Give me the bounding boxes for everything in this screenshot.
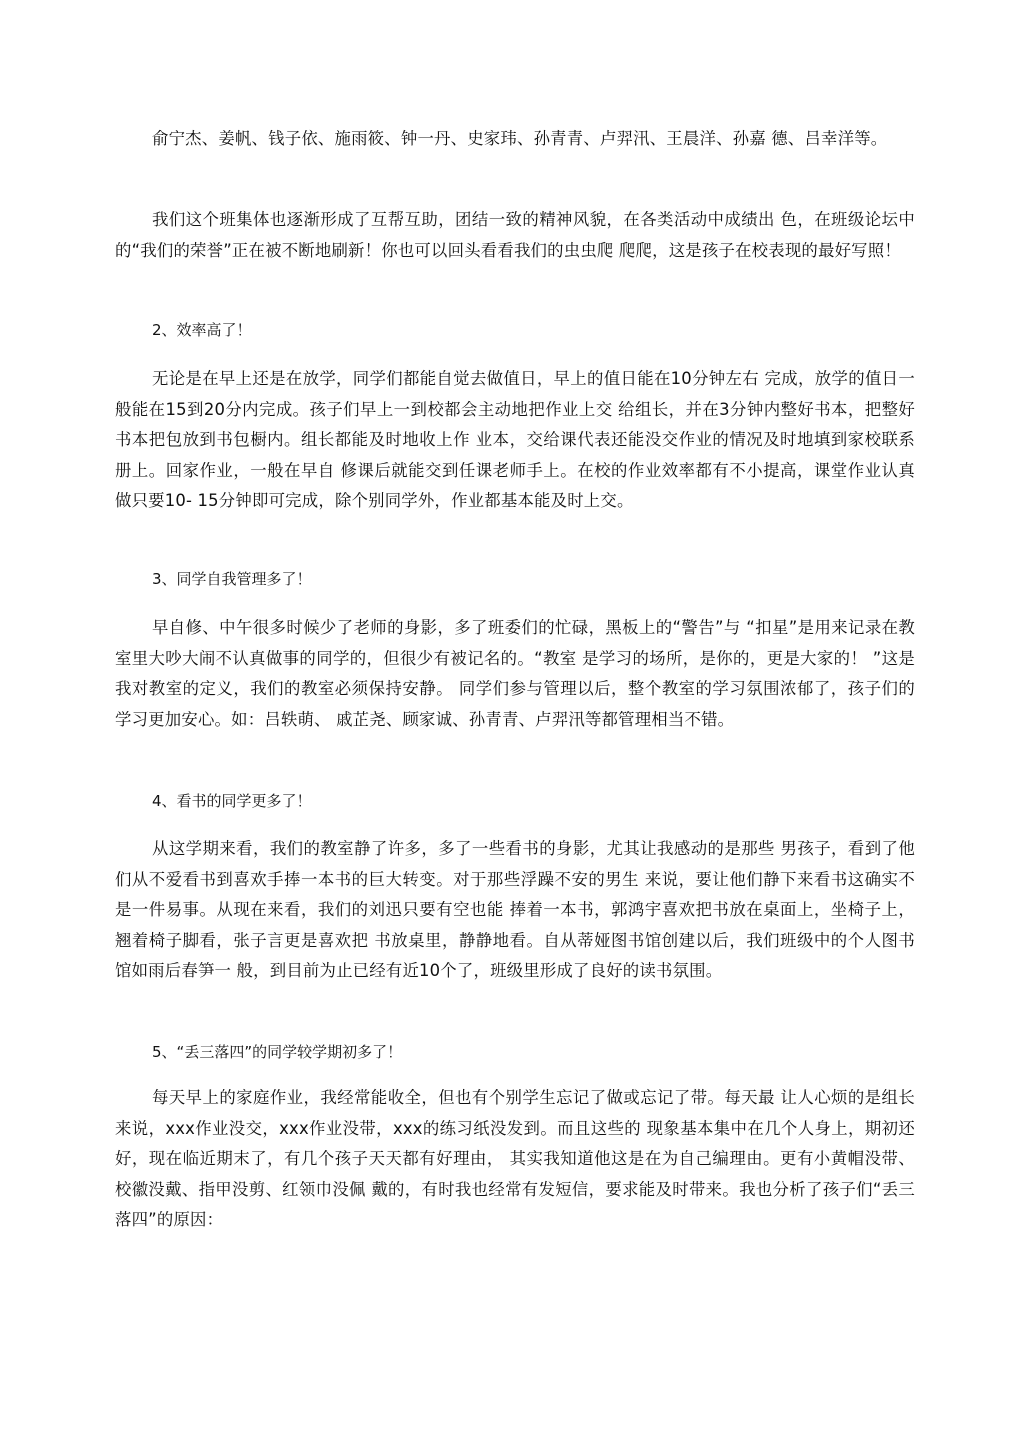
paragraph-self-management: 早自修、中午很多时候少了老师的身影，多了班委们的忙碌，黑板上的“警告”与 “扣星”是用来记录在教室里大吵大闹不认真做事的同学的，但很少有被记名的。“教室 是学习的场所，是你的，更是大家的！ ”这是我对教室的定义，我们的教室必须保持安静。 同学们参与管理以后，整个教室的学习氛围浓郁了，孩子们的学习更加安心。如：吕轶萌、 戚芷尧、顾家诚、孙青青、卢羿汛等都管理相当不错。 [115,618,915,729]
paragraph-efficiency: 无论是在早上还是在放学，同学们都能自觉去做值日，早上的值日能在10分钟左右 完成，放学的值日一般能在15到20分内完成。孩子们早上一到校都会主动地把作业上交 给组长，并在3分钟内整好书本，把整好书本把包放到书包橱内。组长都能及时地收上作 业本，交给课代表还能没交作业的情况及时地填到家校联系册上。回家作业，一般在早自 修课后就能交到任课老师手上。在校的作业效率都有不小提高，课堂作业认真做只要10- 15分钟即可完成，除个别同学外，作业都基本能及时上交。 [115,369,915,510]
heading-reading: 4、看书的同学更多了！ [152,792,312,810]
heading-forgetfulness: 5、“丢三落四”的同学较学期初多了！ [152,1043,403,1061]
paragraph-reading: 从这学期来看，我们的教室静了许多，多了一些看书的身影，尤其让我感动的是那些 男孩子，看到了他们从不爱看书到喜欢手捧一本书的巨大转变。对于那些浮躁不安的男生 来说，要让他们静下来看书这确实不是一件易事。从现在来看，我们的刘迅只要有空也能 捧着一本书，郭鸿宇喜欢把书放在桌面上，坐椅子上，翘着椅子脚看，张子言更是喜欢把 书放桌里，静静地看。自从蒂娅图书馆创建以后，我们班级中的个人图书馆如雨后春笋一 般，到目前为止已经有近10个了，班级里形成了良好的读书氛围。 [115,839,915,980]
paragraph-student-names: 俞宁杰、姜帆、钱子依、施雨筱、钟一丹、史家玮、孙青青、卢羿汛、王晨洋、孙嘉 德、吕幸洋等。 [152,129,888,148]
heading-self-management: 3、同学自我管理多了！ [152,570,312,588]
paragraph-forgetfulness: 每天早上的家庭作业，我经常能收全，但也有个别学生忘记了做或忘记了带。每天最 让人心烦的是组长来说，xxx作业没交，xxx作业没带，xxx的练习纸没发到。而且这些的 现象基本集中在几个人身上，期初还好，现在临近期末了，有几个孩子天天都有好理由， 其实我知道他这是在为自己编理由。更有小黄帽没带、校徽没戴、指甲没剪、红领巾没佩 戴的，有时我也经常有发短信，要求能及时带来。我也分析了孩子们“丢三落四”的原因： [115,1088,915,1229]
paragraph-class-spirit: 我们这个班集体也逐渐形成了互帮互助，团结一致的精神风貌，在各类活动中成绩出 色，在班级论坛中的“我们的荣誉”正在被不断地刷新！你也可以回头看看我们的虫虫爬 爬爬，这是孩子在校表现的最好写照！ [115,210,915,260]
heading-efficiency: 2、效率高了！ [152,321,252,339]
